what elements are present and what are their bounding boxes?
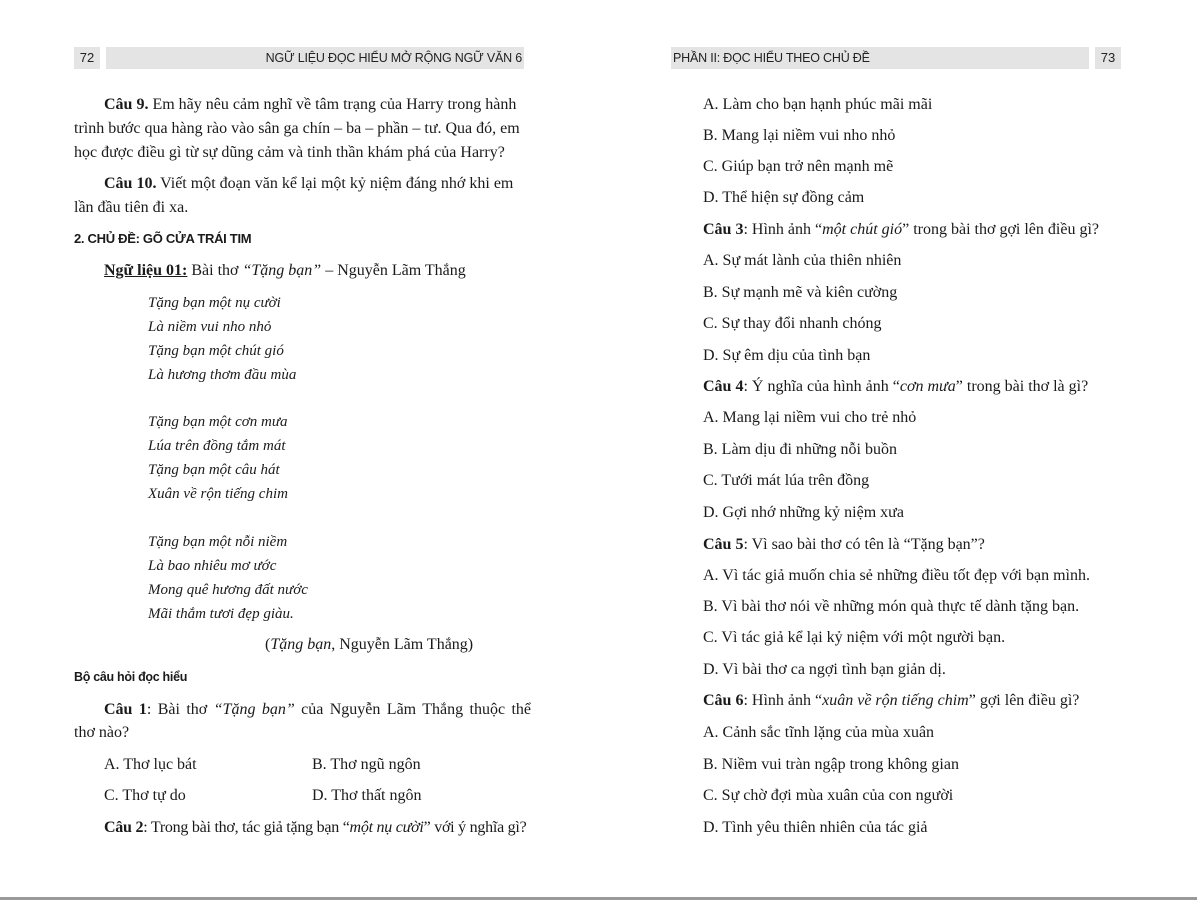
question-9-line-1	[104, 95, 516, 115]
question-label: Câu 4	[703, 378, 744, 395]
right-page-body	[599, 0, 1197, 900]
quoted-phrase: một nụ cười	[349, 819, 424, 836]
question-text: ” gợi lên điều gì?	[968, 692, 1080, 709]
quoted-phrase: xuân về rộn tiếng chim	[822, 692, 969, 709]
question-text: : Hình ảnh “	[743, 221, 823, 238]
answer-option: B. Vì bài thơ nói về những món quà thực tế dành tặng bạn.	[703, 598, 1080, 615]
answer-option: C. Vì tác giả kể lại kỷ niệm với một người bạn.	[703, 629, 1006, 646]
question-9-line-2: trình bước qua hàng rào vào sân ga chín – ba – phần – tư. Qua đó, em	[74, 120, 520, 137]
running-header-text: PHẦN II: ĐỌC HIỂU THEO CHỦ ĐỀ	[673, 51, 870, 65]
answer-option: C. Sự thay đổi nhanh chóng	[703, 315, 882, 332]
question-label: Câu 6	[703, 692, 744, 709]
answer-option: B. Sự mạnh mẽ và kiên cường	[703, 284, 898, 301]
poem-line: Lúa trên đồng tắm mát	[148, 438, 286, 454]
question-text: : Bài thơ	[146, 701, 214, 718]
question-text: ” trong bài thơ gợi lên điều gì?	[902, 221, 1099, 238]
quoted-phrase: một chút gió	[822, 221, 903, 238]
running-header-text: NGỮ LIỆU ĐỌC HIỂU MỞ RỘNG NGỮ VĂN 6	[265, 51, 522, 65]
poem-line: Tặng bạn một nỗi niềm	[148, 534, 288, 550]
answer-option: D. Thơ thất ngôn	[312, 787, 422, 804]
poem-line: Là niềm vui nho nhỏ	[148, 319, 272, 335]
poem-line: Tặng bạn một nụ cười	[148, 295, 281, 311]
answer-option: D. Tình yêu thiên nhiên của tác giả	[703, 819, 928, 836]
page-number: 73	[1095, 47, 1121, 69]
question-2-line-1	[104, 818, 526, 838]
question-label: Câu 2	[104, 819, 144, 836]
answer-option: A. Sự mát lành của thiên nhiên	[703, 252, 902, 269]
question-text: : Trong bài thơ, tác giả tặng bạn “	[143, 819, 350, 836]
answer-option: C. Giúp bạn trở nên mạnh mẽ	[703, 158, 894, 175]
answer-option: C. Thơ tự do	[104, 787, 186, 804]
poem-author: – Nguyễn Lãm Thắng	[321, 262, 466, 279]
question-3	[703, 220, 1099, 240]
answer-option: B. Thơ ngũ ngôn	[312, 756, 421, 773]
material-line	[104, 261, 466, 281]
material-label: Ngữ liệu 01:	[104, 262, 188, 279]
poem-line: Tặng bạn một cơn mưa	[148, 414, 288, 430]
poem-line: Xuân về rộn tiếng chim	[148, 486, 288, 502]
answer-option: D. Gợi nhớ những kỷ niệm xưa	[703, 504, 904, 521]
answer-option: A. Mang lại niềm vui cho trẻ nhỏ	[703, 409, 917, 426]
answer-option: B. Mang lại niềm vui nho nhỏ	[703, 127, 896, 144]
left-page	[0, 0, 598, 900]
question-1-line-2: thơ nào?	[74, 724, 130, 741]
question-1-line-1	[104, 700, 531, 720]
poem-line: Mãi thắm tươi đẹp giàu.	[148, 606, 294, 622]
source-author: , Nguyễn Lãm Thắng)	[331, 636, 474, 653]
quoted-phrase: cơn mưa	[899, 378, 956, 395]
question-text: Em hãy nêu cảm nghĩ về tâm trạng của Harry trong hành	[148, 96, 517, 113]
question-label: Câu 3	[703, 221, 744, 238]
answer-option: A. Làm cho bạn hạnh phúc mãi mãi	[703, 96, 933, 113]
question-10-line-1	[104, 174, 513, 194]
answer-option: B. Làm dịu đi những nỗi buồn	[703, 441, 897, 458]
question-text: : Ý nghĩa của hình ảnh “	[743, 378, 900, 395]
question-5	[703, 535, 985, 555]
question-text: ” với ý nghĩa gì?	[423, 819, 527, 836]
question-label: Câu 1	[104, 701, 147, 718]
question-10-line-2: lần đầu tiên đi xa.	[74, 199, 189, 216]
source-title: Tặng bạn	[270, 636, 332, 653]
answer-option: D. Thể hiện sự đồng cảm	[703, 189, 865, 206]
poem-title: “Tặng bạn”	[213, 701, 295, 718]
answer-option: A. Vì tác giả muốn chia sẻ những điều tốt đẹp với bạn mình.	[703, 567, 1090, 584]
question-label: Câu 10.	[104, 175, 157, 192]
right-page	[599, 0, 1197, 900]
poem-line: Tặng bạn một câu hát	[148, 462, 280, 478]
left-page-body	[0, 0, 598, 900]
poem-title: “Tặng bạn”	[242, 262, 322, 279]
poem-line: Tặng bạn một chút gió	[148, 343, 284, 359]
section-title: 2. CHỦ ĐỀ: GÕ CỬA TRÁI TIM	[74, 231, 252, 246]
question-text: : Vì sao bài thơ có tên là “Tặng bạn”?	[743, 536, 985, 553]
question-text: ” trong bài thơ là gì?	[955, 378, 1089, 395]
question-9-line-3: học được điều gì từ sự dũng cảm và tinh thần khám phá của Harry?	[74, 144, 505, 161]
question-label: Câu 9.	[104, 96, 149, 113]
question-4	[703, 377, 1088, 397]
poem-line: Là hương thơm đầu mùa	[148, 367, 297, 383]
poem-line: Là bao nhiêu mơ ước	[148, 558, 277, 574]
poem-line: Mong quê hương đất nước	[148, 582, 308, 598]
answer-option: B. Niềm vui tràn ngập trong không gian	[703, 756, 959, 773]
answer-option: C. Sự chờ đợi mùa xuân của con người	[703, 787, 954, 804]
source-open: (	[265, 636, 271, 653]
question-text: của Nguyễn Lãm Thắng thuộc thể	[294, 701, 532, 718]
answer-option: D. Vì bài thơ ca ngợi tình bạn giản dị.	[703, 661, 946, 678]
poem-source	[265, 635, 473, 655]
material-pre: Bài thơ	[187, 262, 243, 279]
answer-option: D. Sự êm dịu của tình bạn	[703, 347, 871, 364]
page-number: 72	[74, 47, 100, 69]
question-text: Viết một đoạn văn kể lại một kỷ niệm đáng nhớ khi em	[156, 175, 514, 192]
question-text: : Hình ảnh “	[743, 692, 823, 709]
answer-option: A. Cảnh sắc tĩnh lặng của mùa xuân	[703, 724, 935, 741]
question-label: Câu 5	[703, 536, 744, 553]
answer-option: A. Thơ lục bát	[104, 756, 197, 773]
answer-option: C. Tưới mát lúa trên đồng	[703, 472, 870, 489]
question-set-title: Bộ câu hỏi đọc hiểu	[74, 670, 188, 684]
question-6	[703, 691, 1079, 711]
